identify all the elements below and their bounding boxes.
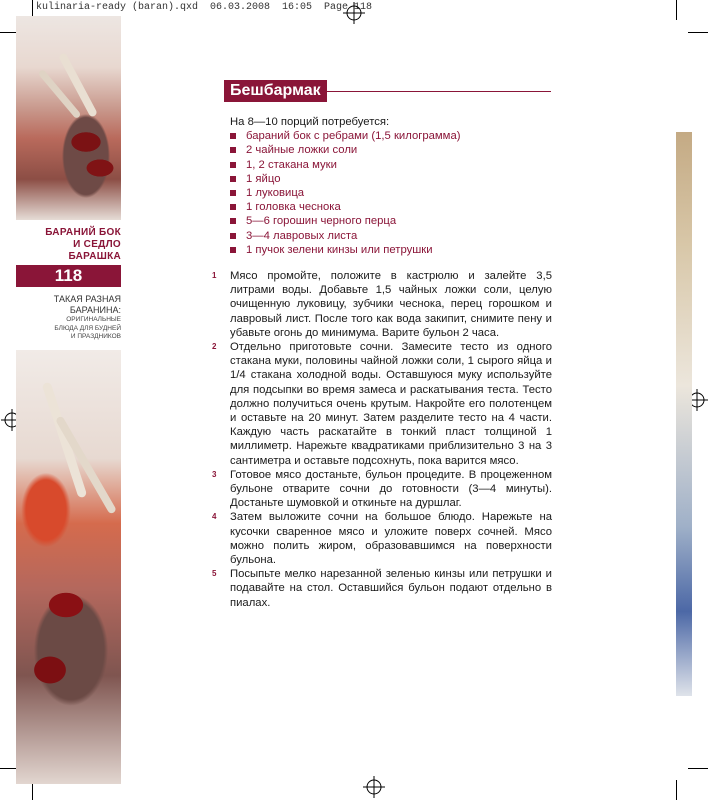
list-item: 1 пучок зелени кинзы или петрушки: [230, 243, 550, 257]
recipe-step: 1 Мясо промойте, положите в кастрюлю и залейте 3,5 литрами воды. Добавьте 1,5 чайных ложки соли, целую очищенную луковицу, зубчики чеснока, перец горошком и лавровый лист. После того как вода закипит, снимите пену и убавьте огонь до минимума. Варите бульон 2 часа.: [212, 270, 552, 339]
step-number: 1: [212, 271, 217, 280]
square-bullet-icon: [230, 147, 236, 153]
crop-mark: [688, 32, 708, 33]
book-subtitle: ТАКАЯ РАЗНАЯ БАРАНИНА: ОРИГИНАЛЬНЫЕ БЛЮДА ДЛЯ БУДНЕЙ И ПРАЗДНИКОВ: [53, 294, 121, 340]
square-bullet-icon: [230, 247, 236, 253]
square-bullet-icon: [230, 233, 236, 239]
lamb-ribs-photo-bottom: [16, 350, 121, 784]
square-bullet-icon: [230, 190, 236, 196]
adjacent-page-photo-strip: [676, 132, 692, 696]
square-bullet-icon: [230, 218, 236, 224]
recipe-step: 2 Отдельно приготовьте сочни. Замесите тесто из одного стакана муки, половины чайной ложки соли, 1 сырого яйца и 1/4 стакана холодной воды. Оставшуюся муку используйте для подсыпки во время замеса и раскатывания теста. Тесто должно получиться очень крутым. Накройте его полотенцем и оставьте на 20 минут. Затем разделите тесто на 4 части. Каждую часть раскатайте в тонкий пласт толщиной 1 миллиметр. Нарежьте квадратиками приблизительно 3 на 3 сантиметра и оставьте подсохнуть, пока варится мясо.: [212, 341, 552, 467]
list-item: 1 луковица: [230, 186, 550, 200]
page-number: 118: [16, 265, 121, 287]
rib-bone: [58, 52, 98, 118]
step-number: 4: [212, 512, 217, 522]
steps-block: [212, 269, 552, 610]
crop-mark: [676, 780, 677, 800]
list-item: 1 яйцо: [230, 172, 550, 186]
recipe-step: 5 Посыпьте мелко нарезанной зеленью кинзы или петрушки и подавайте на стол. Оставшийся бульон подают отдельно в пиалах.: [212, 568, 552, 609]
square-bullet-icon: [230, 204, 236, 210]
rib-bone: [55, 415, 117, 514]
square-bullet-icon: [230, 133, 236, 139]
ingredients-list: [230, 129, 550, 257]
recipe-step: 4 Затем выложите сочни на большое блюдо. Нарежьте на кусочки сваренное мясо и уложите поверх сочней. Мясо можно полить жиром, образовавшимся на поверхности бульона.: [212, 511, 552, 567]
step-number: 2: [212, 342, 217, 352]
registration-mark-icon: [363, 776, 385, 798]
step-number: 3: [212, 469, 217, 479]
ingredients-block: [230, 115, 550, 257]
crop-mark: [676, 0, 677, 20]
registration-mark-icon: [343, 2, 365, 24]
step-number: 5: [212, 569, 217, 579]
recipe-title: Бешбармак: [224, 80, 327, 102]
list-item: бараний бок с ребрами (1,5 килограмма): [230, 129, 550, 143]
list-item: 1 головка чеснока: [230, 200, 550, 214]
list-item: 1, 2 стакана муки: [230, 158, 550, 172]
list-item: 3—4 лавровых листа: [230, 229, 550, 243]
recipe-step: 3 Готовое мясо достаньте, бульон процедите. В процеженном бульоне отварите сочни до готовности (3—4 минуты). Достаньте шумовкой и откиньте на дуршлаг.: [212, 468, 552, 510]
list-item: 2 чайные ложки соли: [230, 143, 550, 157]
ingredients-intro: На 8—10 порций потребуется:: [230, 116, 390, 128]
lamb-ribs-photo-top: [16, 16, 121, 220]
square-bullet-icon: [230, 162, 236, 168]
crop-mark: [688, 768, 708, 769]
print-slug-header: kulinaria-ready (baran).qxd 06.03.2008 16:05 Page 118: [36, 2, 373, 13]
rib-bone: [42, 382, 88, 499]
section-title: БАРАНИЙ БОК И СЕДЛО БАРАШКА: [45, 227, 121, 262]
square-bullet-icon: [230, 176, 236, 182]
list-item: 5—6 горошин черного перца: [230, 214, 550, 228]
